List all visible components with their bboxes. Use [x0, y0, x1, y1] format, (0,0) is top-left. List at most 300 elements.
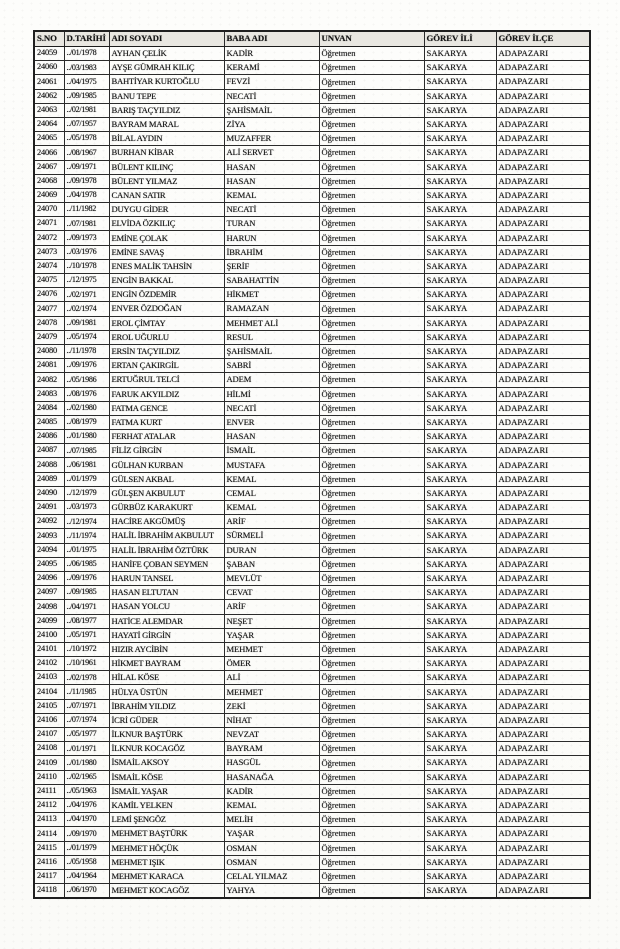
- cell-date: ../01/1978: [64, 47, 109, 61]
- cell-date: ../02/1978: [64, 671, 109, 685]
- cell-il: SAKARYA: [424, 344, 496, 358]
- table-row: [34, 855, 590, 869]
- cell-sno: 24090: [34, 486, 64, 500]
- cell-unvan: Öğretmen: [319, 869, 424, 883]
- cell-baba: BAYRAM: [224, 742, 319, 756]
- cell-name: HACİRE AKGÜMÜŞ: [109, 515, 224, 529]
- cell-baba: RESUL: [224, 330, 319, 344]
- table-row: [34, 316, 590, 330]
- cell-unvan: Öğretmen: [319, 742, 424, 756]
- cell-il: SAKARYA: [424, 316, 496, 330]
- cell-sno: 24076: [34, 288, 64, 302]
- cell-baba: MUSTAFA: [224, 458, 319, 472]
- cell-sno: 24088: [34, 458, 64, 472]
- cell-date: ../09/1981: [64, 316, 109, 330]
- table-row: [34, 756, 590, 770]
- cell-sno: 24092: [34, 515, 64, 529]
- cell-unvan: Öğretmen: [319, 330, 424, 344]
- cell-ilce: ADAPAZARI: [496, 742, 590, 756]
- cell-sno: 24081: [34, 359, 64, 373]
- table-row: [34, 529, 590, 543]
- table-row: [34, 671, 590, 685]
- cell-date: ../08/1977: [64, 614, 109, 628]
- cell-sno: 24091: [34, 501, 64, 515]
- table-row: [34, 884, 590, 899]
- cell-unvan: Öğretmen: [319, 699, 424, 713]
- cell-baba: YAHYA: [224, 884, 319, 899]
- cell-sno: 24070: [34, 203, 64, 217]
- cell-date: ../04/1976: [64, 798, 109, 812]
- table-row: [34, 217, 590, 231]
- cell-unvan: Öğretmen: [319, 288, 424, 302]
- cell-il: SAKARYA: [424, 784, 496, 798]
- cell-unvan: Öğretmen: [319, 472, 424, 486]
- cell-name: İSMAİL YAŞAR: [109, 784, 224, 798]
- table-row: [34, 813, 590, 827]
- cell-sno: 24099: [34, 614, 64, 628]
- cell-il: SAKARYA: [424, 458, 496, 472]
- cell-date: ../01/1980: [64, 430, 109, 444]
- cell-il: SAKARYA: [424, 288, 496, 302]
- cell-date: ../07/1971: [64, 699, 109, 713]
- cell-unvan: Öğretmen: [319, 756, 424, 770]
- cell-name: MEHMET IŞIK: [109, 855, 224, 869]
- cell-sno: 24078: [34, 316, 64, 330]
- cell-date: ../11/1985: [64, 685, 109, 699]
- table-row: [34, 288, 590, 302]
- table-row: [34, 89, 590, 103]
- cell-ilce: ADAPAZARI: [496, 657, 590, 671]
- cell-baba: MEHMET: [224, 685, 319, 699]
- cell-unvan: Öğretmen: [319, 359, 424, 373]
- cell-ilce: ADAPAZARI: [496, 401, 590, 415]
- cell-unvan: Öğretmen: [319, 543, 424, 557]
- cell-baba: NEVZAT: [224, 728, 319, 742]
- cell-date: ../12/1979: [64, 486, 109, 500]
- cell-name: HALİL İBRAHİM ÖZTÜRK: [109, 543, 224, 557]
- cell-ilce: ADAPAZARI: [496, 47, 590, 61]
- cell-baba: KEMAL: [224, 501, 319, 515]
- cell-sno: 24072: [34, 231, 64, 245]
- cell-ilce: ADAPAZARI: [496, 160, 590, 174]
- table-row: [34, 557, 590, 571]
- cell-il: SAKARYA: [424, 415, 496, 429]
- cell-unvan: Öğretmen: [319, 784, 424, 798]
- cell-ilce: ADAPAZARI: [496, 117, 590, 131]
- cell-ilce: ADAPAZARI: [496, 330, 590, 344]
- cell-unvan: Öğretmen: [319, 671, 424, 685]
- cell-date: ../09/1985: [64, 89, 109, 103]
- table-row: [34, 387, 590, 401]
- cell-name: ERTUĞRUL TELCİ: [109, 373, 224, 387]
- cell-il: SAKARYA: [424, 557, 496, 571]
- cell-ilce: ADAPAZARI: [496, 444, 590, 458]
- cell-name: BÜLENT KILINÇ: [109, 160, 224, 174]
- cell-name: HAYATİ GİRGİN: [109, 628, 224, 642]
- table-row: [34, 259, 590, 273]
- cell-baba: CEVAT: [224, 586, 319, 600]
- table-row: [34, 61, 590, 75]
- cell-baba: DURAN: [224, 543, 319, 557]
- table-row: [34, 344, 590, 358]
- cell-unvan: Öğretmen: [319, 827, 424, 841]
- cell-ilce: ADAPAZARI: [496, 515, 590, 529]
- cell-date: ../02/1981: [64, 103, 109, 117]
- cell-name: FATMA KURT: [109, 415, 224, 429]
- cell-baba: SABAHATTİN: [224, 274, 319, 288]
- cell-ilce: ADAPAZARI: [496, 713, 590, 727]
- table-row: [34, 586, 590, 600]
- cell-unvan: Öğretmen: [319, 217, 424, 231]
- table-row: [34, 203, 590, 217]
- cell-il: SAKARYA: [424, 614, 496, 628]
- cell-ilce: ADAPAZARI: [496, 855, 590, 869]
- cell-name: İLKNUR BAŞTÜRK: [109, 728, 224, 742]
- cell-unvan: Öğretmen: [319, 430, 424, 444]
- cell-name: MEHMET HÖÇÜK: [109, 841, 224, 855]
- cell-sno: 24105: [34, 699, 64, 713]
- cell-name: HİLAL KÖSE: [109, 671, 224, 685]
- cell-date: ../04/1970: [64, 813, 109, 827]
- col-header-baba: BABA ADI: [224, 31, 319, 47]
- cell-sno: 24109: [34, 756, 64, 770]
- cell-date: ../01/1979: [64, 472, 109, 486]
- cell-il: SAKARYA: [424, 117, 496, 131]
- cell-sno: 24112: [34, 798, 64, 812]
- cell-il: SAKARYA: [424, 685, 496, 699]
- cell-unvan: Öğretmen: [319, 47, 424, 61]
- cell-date: ../01/1975: [64, 543, 109, 557]
- cell-il: SAKARYA: [424, 174, 496, 188]
- cell-baba: FEVZİ: [224, 75, 319, 89]
- cell-ilce: ADAPAZARI: [496, 557, 590, 571]
- cell-baba: NECATİ: [224, 89, 319, 103]
- cell-il: SAKARYA: [424, 444, 496, 458]
- cell-unvan: Öğretmen: [319, 813, 424, 827]
- cell-name: AYHAN ÇELİK: [109, 47, 224, 61]
- cell-il: SAKARYA: [424, 103, 496, 117]
- cell-name: LEMİ ŞENGÖZ: [109, 813, 224, 827]
- table-row: [34, 685, 590, 699]
- cell-sno: 24095: [34, 557, 64, 571]
- cell-date: ../08/1979: [64, 415, 109, 429]
- cell-date: ../05/1986: [64, 373, 109, 387]
- cell-baba: ÖMER: [224, 657, 319, 671]
- table-row: [34, 330, 590, 344]
- cell-date: ../05/1971: [64, 628, 109, 642]
- table-body: [34, 47, 590, 899]
- cell-ilce: ADAPAZARI: [496, 288, 590, 302]
- table-row: [34, 515, 590, 529]
- cell-sno: 24066: [34, 146, 64, 160]
- cell-il: SAKARYA: [424, 160, 496, 174]
- cell-name: İSMAİL AKSOY: [109, 756, 224, 770]
- cell-name: GÜLHAN KURBAN: [109, 458, 224, 472]
- cell-sno: 24089: [34, 472, 64, 486]
- cell-date: ../02/1980: [64, 401, 109, 415]
- cell-il: SAKARYA: [424, 472, 496, 486]
- cell-sno: 24086: [34, 430, 64, 444]
- cell-ilce: ADAPAZARI: [496, 203, 590, 217]
- cell-sno: 24063: [34, 103, 64, 117]
- cell-ilce: ADAPAZARI: [496, 869, 590, 883]
- cell-date: ../05/1977: [64, 728, 109, 742]
- table-row: [34, 188, 590, 202]
- cell-unvan: Öğretmen: [319, 401, 424, 415]
- table-row: [34, 600, 590, 614]
- cell-baba: HİLMİ: [224, 387, 319, 401]
- col-header-unvan: UNVAN: [319, 31, 424, 47]
- cell-date: ../02/1974: [64, 302, 109, 316]
- cell-sno: 24083: [34, 387, 64, 401]
- cell-name: BARIŞ TAÇYILDIZ: [109, 103, 224, 117]
- cell-name: EROL ÇİMTAY: [109, 316, 224, 330]
- cell-date: ../07/1974: [64, 713, 109, 727]
- cell-date: ../01/1971: [64, 742, 109, 756]
- cell-unvan: Öğretmen: [319, 316, 424, 330]
- cell-date: ../10/1978: [64, 259, 109, 273]
- cell-il: SAKARYA: [424, 61, 496, 75]
- cell-baba: HİKMET: [224, 288, 319, 302]
- cell-il: SAKARYA: [424, 47, 496, 61]
- cell-il: SAKARYA: [424, 75, 496, 89]
- cell-il: SAKARYA: [424, 302, 496, 316]
- cell-unvan: Öğretmen: [319, 444, 424, 458]
- cell-ilce: ADAPAZARI: [496, 529, 590, 543]
- table-row: [34, 699, 590, 713]
- cell-unvan: Öğretmen: [319, 231, 424, 245]
- cell-date: ../04/1978: [64, 188, 109, 202]
- cell-sno: 24115: [34, 841, 64, 855]
- cell-sno: 24106: [34, 713, 64, 727]
- cell-il: SAKARYA: [424, 884, 496, 899]
- table-row: [34, 103, 590, 117]
- cell-sno: 24100: [34, 628, 64, 642]
- col-header-il: GÖREV İLİ: [424, 31, 496, 47]
- cell-name: EMİNE ÇOLAK: [109, 231, 224, 245]
- cell-name: HİKMET BAYRAM: [109, 657, 224, 671]
- cell-date: ../06/1985: [64, 557, 109, 571]
- cell-ilce: ADAPAZARI: [496, 359, 590, 373]
- cell-ilce: ADAPAZARI: [496, 75, 590, 89]
- cell-ilce: ADAPAZARI: [496, 543, 590, 557]
- cell-unvan: Öğretmen: [319, 841, 424, 855]
- cell-date: ../09/1973: [64, 231, 109, 245]
- cell-baba: ZEKİ: [224, 699, 319, 713]
- cell-date: ../11/1974: [64, 529, 109, 543]
- cell-il: SAKARYA: [424, 742, 496, 756]
- cell-baba: NECATİ: [224, 401, 319, 415]
- table-row: [34, 47, 590, 61]
- cell-il: SAKARYA: [424, 401, 496, 415]
- table-row: [34, 373, 590, 387]
- cell-baba: KADİR: [224, 784, 319, 798]
- cell-baba: ZİYA: [224, 117, 319, 131]
- cell-unvan: Öğretmen: [319, 685, 424, 699]
- table-row: [34, 245, 590, 259]
- cell-unvan: Öğretmen: [319, 657, 424, 671]
- cell-unvan: Öğretmen: [319, 557, 424, 571]
- cell-il: SAKARYA: [424, 373, 496, 387]
- cell-baba: CELAL YILMAZ: [224, 869, 319, 883]
- cell-sno: 24079: [34, 330, 64, 344]
- cell-baba: HASAN: [224, 160, 319, 174]
- cell-ilce: ADAPAZARI: [496, 600, 590, 614]
- cell-baba: RAMAZAN: [224, 302, 319, 316]
- cell-il: SAKARYA: [424, 628, 496, 642]
- table-row: [34, 628, 590, 642]
- cell-name: FERHAT ATALAR: [109, 430, 224, 444]
- cell-sno: 24107: [34, 728, 64, 742]
- cell-date: ../07/1957: [64, 117, 109, 131]
- cell-unvan: Öğretmen: [319, 274, 424, 288]
- cell-baba: KERAMİ: [224, 61, 319, 75]
- cell-name: HALİL İBRAHİM AKBULUT: [109, 529, 224, 543]
- cell-ilce: ADAPAZARI: [496, 486, 590, 500]
- cell-baba: ARİF: [224, 515, 319, 529]
- table-row: [34, 571, 590, 585]
- cell-date: ../05/1978: [64, 132, 109, 146]
- cell-name: BAHTİYAR KURTOĞLU: [109, 75, 224, 89]
- cell-ilce: ADAPAZARI: [496, 245, 590, 259]
- cell-name: DUYGU GİDER: [109, 203, 224, 217]
- cell-date: ../09/1978: [64, 174, 109, 188]
- table-row: [34, 359, 590, 373]
- cell-name: BİLAL AYDIN: [109, 132, 224, 146]
- cell-baba: MEVLÜT: [224, 571, 319, 585]
- cell-sno: 24110: [34, 770, 64, 784]
- cell-il: SAKARYA: [424, 571, 496, 585]
- table-row: [34, 501, 590, 515]
- cell-name: KAMİL YELKEN: [109, 798, 224, 812]
- table-header-row: [34, 31, 590, 47]
- table-row: [34, 713, 590, 727]
- cell-ilce: ADAPAZARI: [496, 316, 590, 330]
- cell-date: ../03/1976: [64, 245, 109, 259]
- cell-date: ../01/1979: [64, 841, 109, 855]
- cell-sno: 24073: [34, 245, 64, 259]
- cell-baba: CEMAL: [224, 486, 319, 500]
- cell-ilce: ADAPAZARI: [496, 614, 590, 628]
- table-row: [34, 486, 590, 500]
- cell-baba: NECATİ: [224, 203, 319, 217]
- cell-il: SAKARYA: [424, 231, 496, 245]
- cell-name: FARUK AKYILDIZ: [109, 387, 224, 401]
- table-row: [34, 415, 590, 429]
- cell-date: ../02/1971: [64, 288, 109, 302]
- cell-baba: HASANAĞA: [224, 770, 319, 784]
- cell-il: SAKARYA: [424, 529, 496, 543]
- cell-sno: 24098: [34, 600, 64, 614]
- cell-ilce: ADAPAZARI: [496, 344, 590, 358]
- cell-ilce: ADAPAZARI: [496, 231, 590, 245]
- cell-baba: İSMAİL: [224, 444, 319, 458]
- cell-date: ../09/1971: [64, 160, 109, 174]
- table-row: [34, 543, 590, 557]
- cell-sno: 24093: [34, 529, 64, 543]
- cell-ilce: ADAPAZARI: [496, 387, 590, 401]
- cell-baba: ADEM: [224, 373, 319, 387]
- cell-baba: MUZAFFER: [224, 132, 319, 146]
- cell-name: HANİFE ÇOBAN SEYMEN: [109, 557, 224, 571]
- cell-il: SAKARYA: [424, 89, 496, 103]
- cell-il: SAKARYA: [424, 132, 496, 146]
- cell-ilce: ADAPAZARI: [496, 259, 590, 273]
- cell-date: ../08/1976: [64, 387, 109, 401]
- cell-unvan: Öğretmen: [319, 89, 424, 103]
- cell-name: MEHMET BAŞTÜRK: [109, 827, 224, 841]
- cell-name: HASAN ELTUTAN: [109, 586, 224, 600]
- cell-il: SAKARYA: [424, 188, 496, 202]
- cell-name: GÜLSEN AKBAL: [109, 472, 224, 486]
- cell-unvan: Öğretmen: [319, 798, 424, 812]
- cell-date: ../12/1974: [64, 515, 109, 529]
- cell-date: ../09/1976: [64, 571, 109, 585]
- cell-unvan: Öğretmen: [319, 642, 424, 656]
- cell-unvan: Öğretmen: [319, 770, 424, 784]
- cell-il: SAKARYA: [424, 274, 496, 288]
- cell-baba: ŞERİF: [224, 259, 319, 273]
- cell-sno: 24077: [34, 302, 64, 316]
- cell-sno: 24071: [34, 217, 64, 231]
- table-row: [34, 430, 590, 444]
- table-row: [34, 274, 590, 288]
- cell-il: SAKARYA: [424, 430, 496, 444]
- cell-ilce: ADAPAZARI: [496, 784, 590, 798]
- cell-sno: 24065: [34, 132, 64, 146]
- cell-name: ERSİN TAÇYILDIZ: [109, 344, 224, 358]
- cell-date: ../05/1963: [64, 784, 109, 798]
- cell-unvan: Öğretmen: [319, 614, 424, 628]
- cell-name: ENES MALİK TAHSİN: [109, 259, 224, 273]
- cell-ilce: ADAPAZARI: [496, 813, 590, 827]
- cell-baba: KADİR: [224, 47, 319, 61]
- col-header-ilce: GÖREV İLÇE: [496, 31, 590, 47]
- cell-ilce: ADAPAZARI: [496, 571, 590, 585]
- cell-ilce: ADAPAZARI: [496, 699, 590, 713]
- cell-il: SAKARYA: [424, 501, 496, 515]
- cell-il: SAKARYA: [424, 770, 496, 784]
- table-row: [34, 160, 590, 174]
- cell-sno: 24064: [34, 117, 64, 131]
- table-row: [34, 784, 590, 798]
- cell-unvan: Öğretmen: [319, 188, 424, 202]
- cell-baba: HASGÜL: [224, 756, 319, 770]
- cell-unvan: Öğretmen: [319, 344, 424, 358]
- cell-ilce: ADAPAZARI: [496, 671, 590, 685]
- cell-ilce: ADAPAZARI: [496, 841, 590, 855]
- cell-date: ../03/1973: [64, 501, 109, 515]
- table-row: [34, 401, 590, 415]
- cell-unvan: Öğretmen: [319, 529, 424, 543]
- cell-ilce: ADAPAZARI: [496, 415, 590, 429]
- cell-sno: 24062: [34, 89, 64, 103]
- table-row: [34, 117, 590, 131]
- cell-ilce: ADAPAZARI: [496, 274, 590, 288]
- cell-date: ../04/1975: [64, 75, 109, 89]
- cell-ilce: ADAPAZARI: [496, 188, 590, 202]
- cell-date: ../08/1967: [64, 146, 109, 160]
- cell-date: ../07/1981: [64, 217, 109, 231]
- cell-date: ../09/1976: [64, 359, 109, 373]
- cell-il: SAKARYA: [424, 359, 496, 373]
- cell-date: ../03/1983: [64, 61, 109, 75]
- cell-name: ENGİN BAKKAL: [109, 274, 224, 288]
- cell-name: ELVİDA ÖZKILIÇ: [109, 217, 224, 231]
- cell-sno: 24114: [34, 827, 64, 841]
- cell-date: ../04/1964: [64, 869, 109, 883]
- cell-unvan: Öğretmen: [319, 174, 424, 188]
